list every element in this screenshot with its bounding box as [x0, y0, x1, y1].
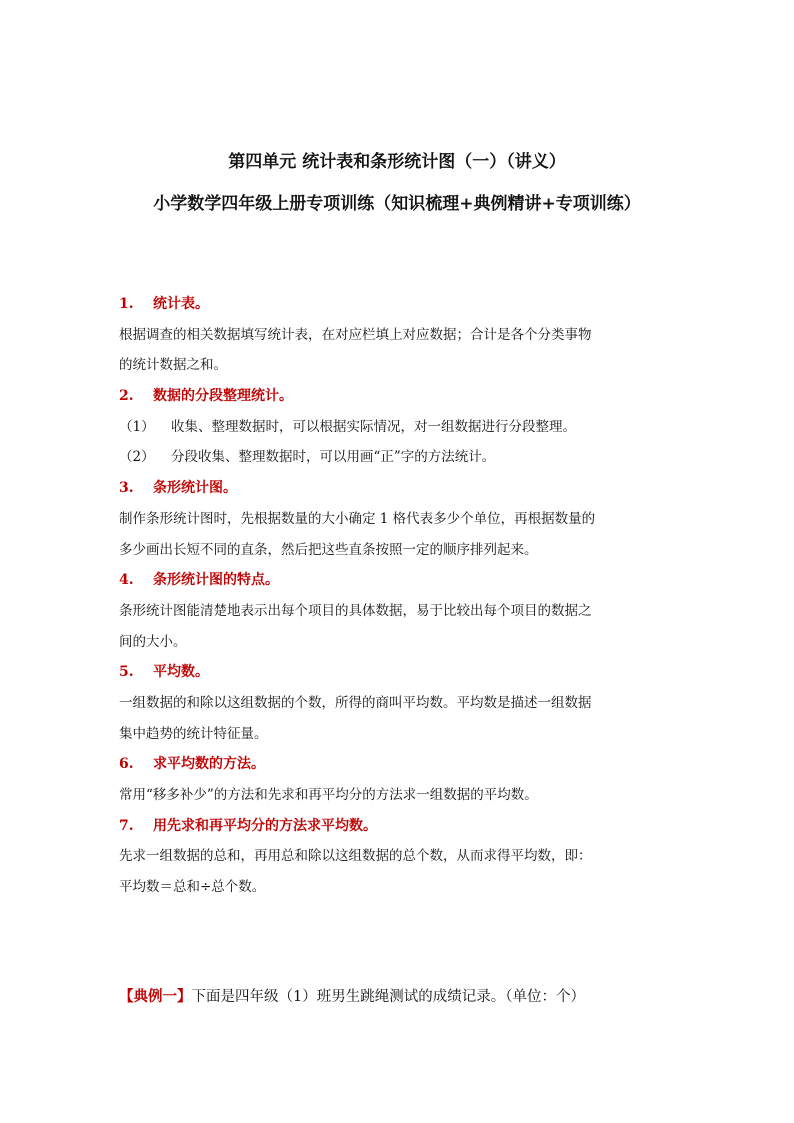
section-number: 3. [119, 480, 134, 497]
section-heading-text: 条形统计图。 [153, 480, 237, 497]
section-heading-text: 数据的分段整理统计。 [153, 388, 293, 405]
section-text: 条形统计图能清楚地表示出每个项目的具体数据，易于比较出每个项目的数据之 [119, 602, 592, 619]
section-heading [119, 565, 679, 596]
example-text: 下面是四年级（1）班男生跳绳测试的成绩记录。（单位：个） [191, 989, 585, 1005]
sub-item-number: （2） [119, 449, 155, 466]
section-text: 平均数＝总和÷总个数。 [119, 879, 266, 896]
sub-item-text: 分段收集、整理数据时，可以用画“正”字的方法统计。 [171, 449, 496, 466]
section-number: 7. [119, 817, 134, 834]
section-heading [119, 381, 679, 412]
section-heading [119, 289, 679, 320]
section-heading-text: 条形统计图的特点。 [153, 572, 279, 589]
section-text: 多少画出长短不同的直条，然后把这些直条按照一定的顺序排列起来。 [119, 541, 538, 558]
section-heading [119, 657, 679, 688]
section-number: 5. [119, 664, 134, 681]
section-text: 先求一组数据的总和，再用总和除以这组数据的总个数，从而求得平均数，即： [119, 848, 592, 865]
section-number: 1. [119, 296, 134, 312]
section-heading [119, 811, 679, 842]
section-number: 2. [119, 388, 134, 405]
section-text: 一组数据的和除以这组数据的个数，所得的商叫平均数。平均数是描述一组数据 [119, 694, 592, 711]
section-text: 的统计数据之和。 [119, 357, 227, 374]
section-number: 4. [119, 572, 134, 589]
example-one [119, 985, 585, 1006]
document-title: 第四单元 统计表和条形统计图（一）（讲义） [228, 152, 566, 172]
section-heading-text: 用先求和再平均分的方法求平均数。 [153, 817, 377, 834]
section-heading-text: 求平均数的方法。 [153, 756, 265, 773]
sub-item [119, 412, 679, 443]
section-heading [119, 749, 679, 780]
knowledge-summary [119, 289, 679, 903]
section-heading-text: 平均数。 [153, 664, 209, 681]
section-heading-text: 统计表。 [153, 296, 209, 312]
section-text: 制作条形统计图时，先根据数量的大小确定 1 格代表多少个单位，再根据数量的 [119, 510, 596, 527]
sub-item [119, 442, 679, 473]
example-tag: 【典例一】 [119, 988, 192, 1005]
section-text: 集中趋势的统计特征量。 [119, 725, 268, 742]
section-heading [119, 473, 679, 504]
sub-item-text: 收集、整理数据时，可以根据实际情况，对一组数据进行分段整理。 [171, 418, 576, 435]
section-number: 6. [119, 756, 134, 773]
section-text: 常用“移多补少”的方法和先求和再平均分的方法求一组数据的平均数。 [119, 787, 538, 803]
document-subtitle: 小学数学四年级上册专项训练（知识梳理+典例精讲+专项训练） [153, 194, 641, 214]
section-text: 根据调查的相关数据填写统计表，在对应栏填上对应数据；合计是各个分类事物 [119, 326, 592, 343]
section-text: 间的大小。 [119, 633, 187, 650]
sub-item-number: （1） [119, 418, 155, 435]
